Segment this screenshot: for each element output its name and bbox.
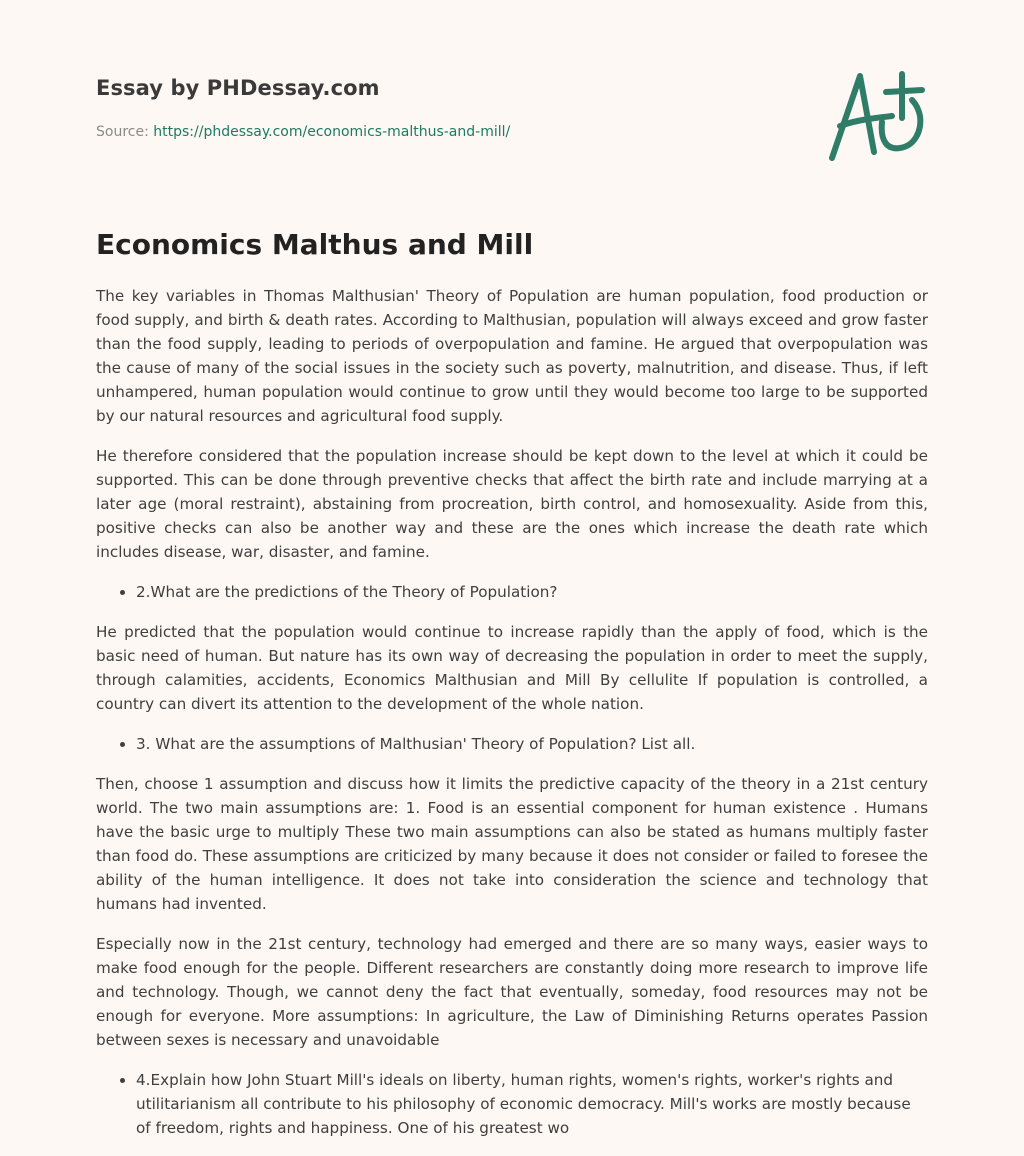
question-item: • 3. What are the assumptions of Malthusian' Theory of Population? List all. <box>136 732 928 756</box>
question-list <box>96 1068 928 1140</box>
essay-paragraph: Especially now in the 21st century, technology had emerged and there are so many ways, easier ways to make food enough for the people. Different researchers are constantly doing more research to improve life and technology. Though, we cannot deny the fact that eventually, someday, food resources may not be enough for everyone. More assumptions: In agriculture, the Law of Diminishing Returns operates Passion between sexes is necessary and unavoidable <box>96 935 928 1049</box>
question-item: • 2.What are the predictions of the Theory of Population? <box>136 580 928 604</box>
essay-paragraph: He therefore considered that the population increase should be kept down to the level at which it could be supported. This can be done through preventive checks that affect the birth rate and include marrying at a later age (moral restraint), abstaining from procreation, birth control, and homosexuality. Aside from this, positive checks can also be another way and these are the ones which increase the death rate which includes disease, war, disaster, and famine. <box>96 447 928 561</box>
site-title: Essay by PHDessay.com <box>96 76 380 100</box>
question-item: • 4.Explain how John Stuart Mill's ideals on liberty, human rights, women's rights, worker's rights and utilitarianism all contribute to his philosophy of economic democracy. Mill's works are mostly because of freedom, rights and happiness. One of his greatest wo <box>136 1068 928 1140</box>
a-plus-logo-icon <box>822 66 932 166</box>
page-header <box>96 76 928 140</box>
source-label: Source: <box>96 124 149 140</box>
essay-paragraph: Then, choose 1 assumption and discuss how it limits the predictive capacity of the theory in a 21st century world. The two main assumptions are: 1. Food is an essential component for human existence . Humans have the basic urge to multiply These two main assumptions can also be stated as humans multiply faster than food do. These assumptions are criticized by many because it does not consider or failed to foresee the ability of the human intelligence. It does not take into consideration the science and technology that humans had invented. <box>96 775 928 913</box>
question-list <box>96 732 928 756</box>
essay-paragraph: He predicted that the population would continue to increase rapidly than the apply of food, which is the basic need of human. But nature has its own way of decreasing the population in order to meet the supply, through calamities, accidents, Economics Malthusian and Mill By cellulite If population is controlled, a country can divert its attention to the development of the whole nation. <box>96 623 928 713</box>
source-link[interactable]: https://phdessay.com/economics-malthus-and-mill/ <box>153 124 511 140</box>
question-list <box>96 580 928 604</box>
essay-paragraph: The key variables in Thomas Malthusian' Theory of Population are human population, food production or food supply, and birth & death rates. According to Malthusian, population will always exceed and grow faster than the food supply, leading to periods of overpopulation and famine. He argued that overpopulation was the cause of many of the social issues in the society such as poverty, malnutrition, and disease. Thus, if left unhampered, human population would continue to grow until they would become too large to be supported by our natural resources and agricultural food supply. <box>96 287 928 425</box>
essay-title: Economics Malthus and Mill <box>96 228 534 261</box>
source-line <box>96 124 928 140</box>
essay-body <box>96 284 928 1156</box>
